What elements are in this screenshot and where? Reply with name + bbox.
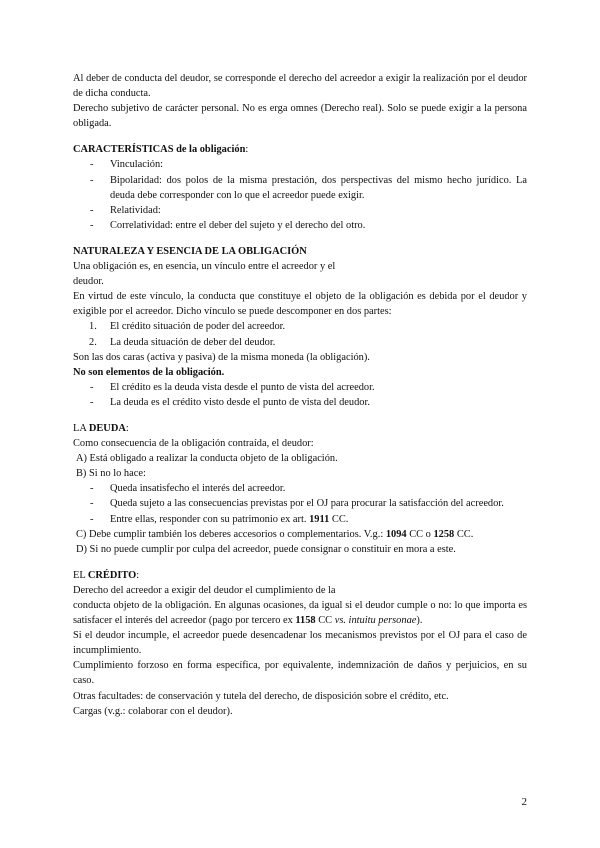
art-reference: 1911 [309, 513, 330, 525]
caracteristicas-heading: CARACTERÍSTICAS de la obligación: [73, 144, 249, 156]
naturaleza-caras: Son las dos caras (activa y pasiva) de la misma moneda (la obligación). [73, 351, 370, 363]
no-son-elementos: No son elementos de la obligación. [73, 366, 225, 378]
credito-heading: EL CRÉDITO: [73, 569, 140, 581]
naturaleza-list [73, 380, 527, 410]
naturaleza-heading: NATURALEZA Y ESENCIA DE LA OBLIGACIÓN [73, 245, 307, 257]
list-item: - El crédito es la deuda vista desde el punto de vista del acreedor. [90, 381, 375, 393]
deuda-item-b: B) Si no lo hace: [76, 468, 146, 480]
deuda-list [73, 481, 527, 526]
list-item: - Queda sujeto a las consecuencias previstas por el OJ para procurar la satisfacción del acreedor. [90, 498, 504, 510]
list-item: - Entre ellas, responder con su patrimonio ex art. 1911 CC. [90, 513, 349, 525]
credito-paragraph: conducta objeto de la obligación. En algunas ocasiones, da igual si el deudor cumple o no: lo que importa es satisfacer el interés del acreedor (pago por tercero ex 1158 CC vs. intuitu personae). [73, 600, 527, 627]
credito-line-1: Derecho del acreedor a exigir del deudor el cumplimiento de la [73, 584, 336, 596]
intro-paragraph-1: Al deber de conducta del deudor, se corresponde el derecho del acreedor a exigir la realización por el deudor de dicha conducta. [73, 73, 527, 100]
credito-paragraph-5: Cargas (v.g.: colaborar con el deudor). [73, 705, 233, 717]
naturaleza-line-2: deudor. [73, 276, 104, 288]
naturaleza-line-1: Una obligación es, en esencia, un vínculo entre el acreedor y el [73, 261, 336, 273]
list-item: - Bipolaridad: dos polos de la misma prestación, dos perspectivas del mismo hecho jurídico. La deuda debe corresponder con lo que el acreedor puede exigir. [90, 174, 527, 201]
list-item: - Correlatividad: entre el deber del sujeto y el derecho del otro. [90, 219, 366, 231]
caracteristicas-list [73, 157, 527, 232]
list-item: - Relatividad: [90, 204, 161, 216]
list-item: 2. La deuda situación de deber del deudor. [89, 336, 276, 348]
credito-paragraph-3: Cumplimiento forzoso en forma específica, por equivalente, indemnización de daños y perjuicios, en su caso. [73, 660, 527, 687]
deuda-item-d: D) Si no puede cumplir por culpa del acreedor, puede consignar o constituir en mora a este. [76, 543, 456, 555]
page-number: 2 [521, 796, 527, 808]
credito-paragraph-4: Otras facultades: de conservación y tutela del derecho, de disposición sobre el crédito, etc. [73, 690, 449, 702]
naturaleza-paragraph: En virtud de este vínculo, la conducta que constituye el objeto de la obligación es debida por el deudor y exigible por el acreedor. Dicho vínculo se puede descomponer en dos partes: [73, 291, 527, 318]
credito-paragraph-2: Si el deudor incumple, el acreedor puede desencadenar los mecanismos previstos por el OJ para el caso de incumplimiento. [73, 630, 527, 657]
deuda-item-c: C) Debe cumplir también los deberes accesorios o complementarios. V.g.: 1094 CC o 1258 CC. [76, 528, 474, 540]
deuda-item-a: A) Está obligado a realizar la conducta objeto de la obligación. [76, 453, 338, 465]
naturaleza-numbered-list [73, 319, 527, 349]
list-item: - Vinculación: [90, 159, 164, 171]
document-body [73, 71, 527, 719]
list-item: 1. El crédito situación de poder del acreedor. [89, 321, 286, 333]
caracteristicas-title: CARACTERÍSTICAS de la obligación [73, 144, 246, 156]
deuda-heading: LA DEUDA: [73, 422, 129, 434]
list-item: - Queda insatisfecho el interés del acreedor. [90, 483, 286, 495]
list-item: - La deuda es el crédito visto desde el punto de vista del deudor. [90, 396, 370, 408]
deuda-intro: Como consecuencia de la obligación contraída, el deudor: [73, 438, 314, 450]
intro-paragraph-2: Derecho subjetivo de carácter personal. No es erga omnes (Derecho real). Solo se puede exigir a la persona obligada. [73, 103, 527, 130]
